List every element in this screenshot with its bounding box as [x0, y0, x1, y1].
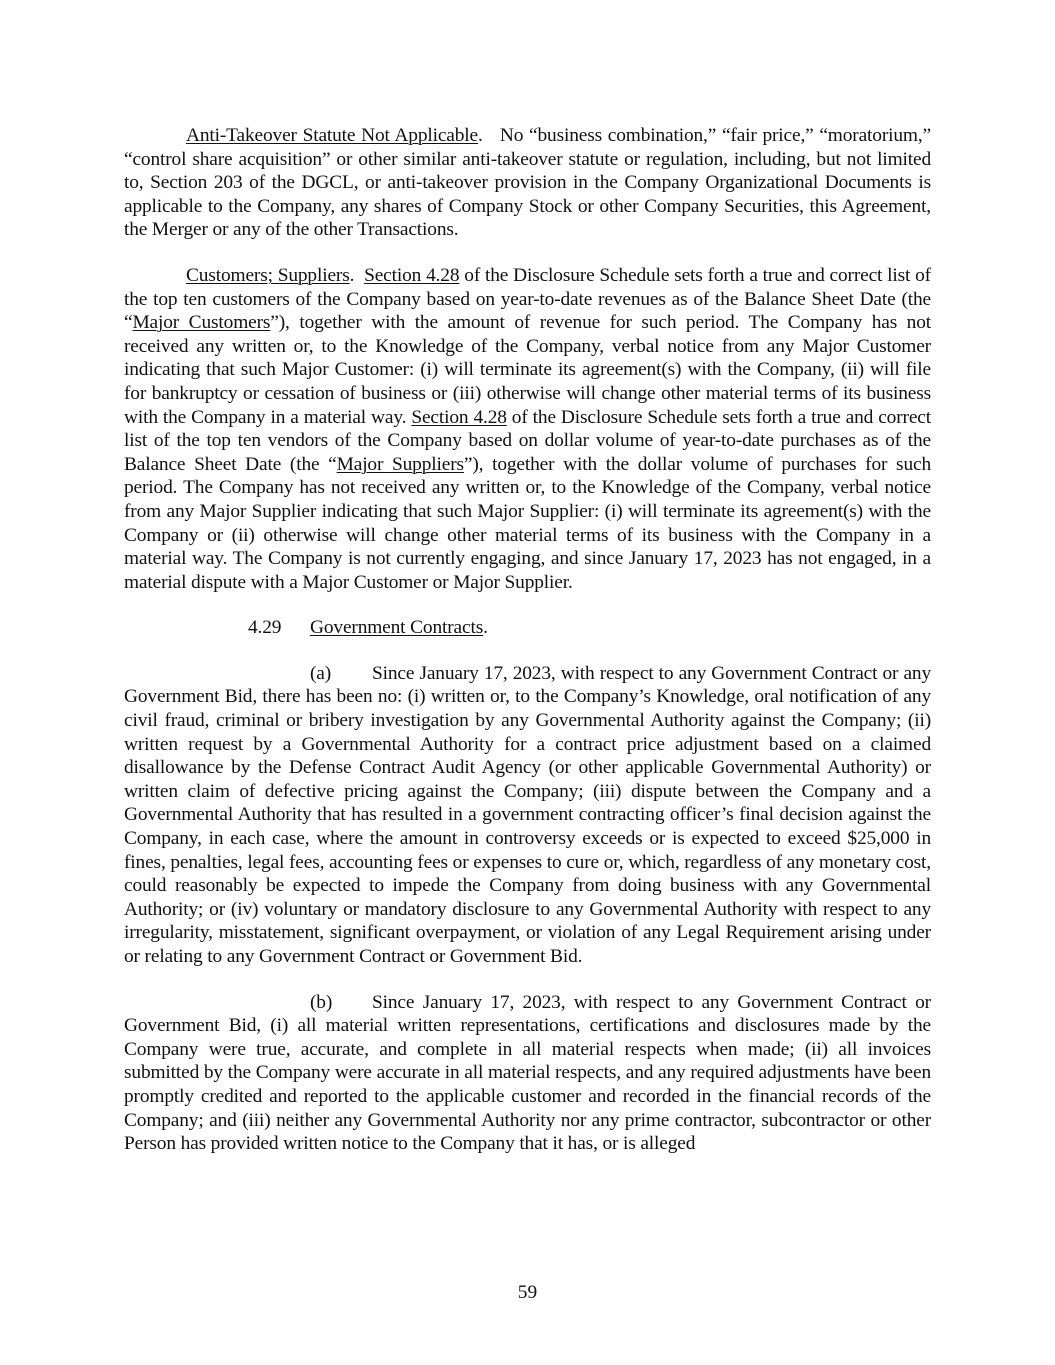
section-title-customers-suppliers: Customers; Suppliers	[186, 264, 350, 286]
subsection-b	[124, 991, 931, 1156]
document-page	[124, 124, 931, 1178]
subsection-label-a: (a)	[310, 662, 332, 684]
section-reference-4-28: Section 4.28	[411, 406, 507, 428]
paragraph-anti-takeover: Anti-Takeover Statute Not Applicable. No “business combination,” “fair price,” “moratorium,” “control share acquisition” or other similar anti-takeover statute or regulation, including, but not limited to, Section 203 of the DGCL, or anti-takeover provision in the Company Organizational Documents is applicable to the Company, any shares of Company Stock or other Company Securities, this Agreement, the Merger or any of the other Transactions.	[124, 125, 932, 241]
section-title-anti-takeover: Anti-Takeover Statute Not Applicable	[186, 125, 478, 146]
defined-term-major-suppliers: Major Suppliers	[336, 453, 464, 475]
section-number: 4.29	[248, 617, 282, 639]
subsection-a	[124, 662, 931, 969]
subsection-b-body: Since January 17, 2023, with respect to any Government Contract or Government Bid, (i) all material written representations, certifications and disclosures made by the Company were true, accurate, and complete in all material respects when made; (ii) all invoices submitted by the Company were accurate in all material respects, and any required adjustments have been promptly credited and reported to the applicable customer and recorded in the financial records of the Company; and (iii) neither any Governmental Authority nor any prime contractor, subcontractor or other Person has provided written notice to the Company that it has, or is alleged	[124, 991, 931, 1155]
defined-term-major-customers: Major Customers	[132, 312, 271, 334]
paragraph-customers-suppliers: Customers; Suppliers. Section 4.28 of the Disclosure Schedule sets forth a true and correct list of the top ten customers of the Company based on year-to-date revenues as of the Balance Sheet Date (the “Major Customers”), together with the amount of revenue for such period. The Company has not received any written or, to the Knowledge of the Company, verbal notice from any Major Customer indicating that such Major Customer: (i) will terminate its agreement(s) with the Company, (ii) will file for bankruptcy or cessation of business or (iii) otherwise will change other material terms of its business with the Company in a material way. Section 4.28 of the Disclosure Schedule sets forth a true and correct list of the top ten vendors of the Company based on dollar volume of year-to-date purchases as of the Balance Sheet Date (the “Major Suppliers”), together with the dollar volume of purchases for such period. The Company has not received any written or, to the Knowledge of the Company, verbal notice from any Major Supplier indicating that such Major Supplier: (i) will terminate its agreement(s) with the Company or (ii) otherwise will change other material terms of its business with the Company in a material way. The Company is not currently engaging, and since January 17, 2023 has not engaged, in a material dispute with a Major Customer or Major Supplier.	[124, 264, 932, 593]
page-number: 59	[517, 1282, 538, 1303]
section-title-government-contracts: Government Contracts	[310, 617, 484, 639]
subsection-label-b: (b)	[310, 991, 333, 1013]
section-reference-4-28: Section 4.28	[364, 264, 460, 286]
subsection-a-body: Since January 17, 2023, with respect to any Government Contract or any Government Bid, there has been no: (i) written or, to the Company’s Knowledge, oral notification of any civil fraud, criminal or bribery investigation by any Governmental Authority against the Company; (ii) written request by a Governmental Authority for a contract price adjustment based on a claimed disallowance by the Defense Contract Audit Agency (or other applicable Governmental Authority) or written claim of defective pricing against the Company; (iii) dispute between the Company and a Governmental Authority that has resulted in a government contracting officer’s final decision against the Company, in each case, where the amount in controversy exceeds or is expected to exceed $25,000 in fines, penalties, legal fees, accounting fees or expenses to cure or, which, regardless of any monetary cost, could reasonably be expected to impede the Company from doing business with any Governmental Authority; or (iv) voluntary or mandatory disclosure to any Governmental Authority with respect to any irregularity, misstatement, significant overpayment, or violation of any Legal Requirement arising under or relating to any Government Contract or Government Bid.	[124, 662, 931, 967]
anti-takeover-body: No “business combination,” “fair price,” “moratorium,” “control share acquisition” or other similar anti-takeover statute or regulation, including, but not limited to, Section 203 of the DGCL, or anti-takeover provision in the Company Organizational Documents is applicable to the Company, any shares of Company Stock or other Company Securities, this Agreement, the Merger or any of the other Transactions.	[124, 125, 932, 241]
section-heading-4-29: 4.29 Government Contracts.	[248, 617, 488, 639]
